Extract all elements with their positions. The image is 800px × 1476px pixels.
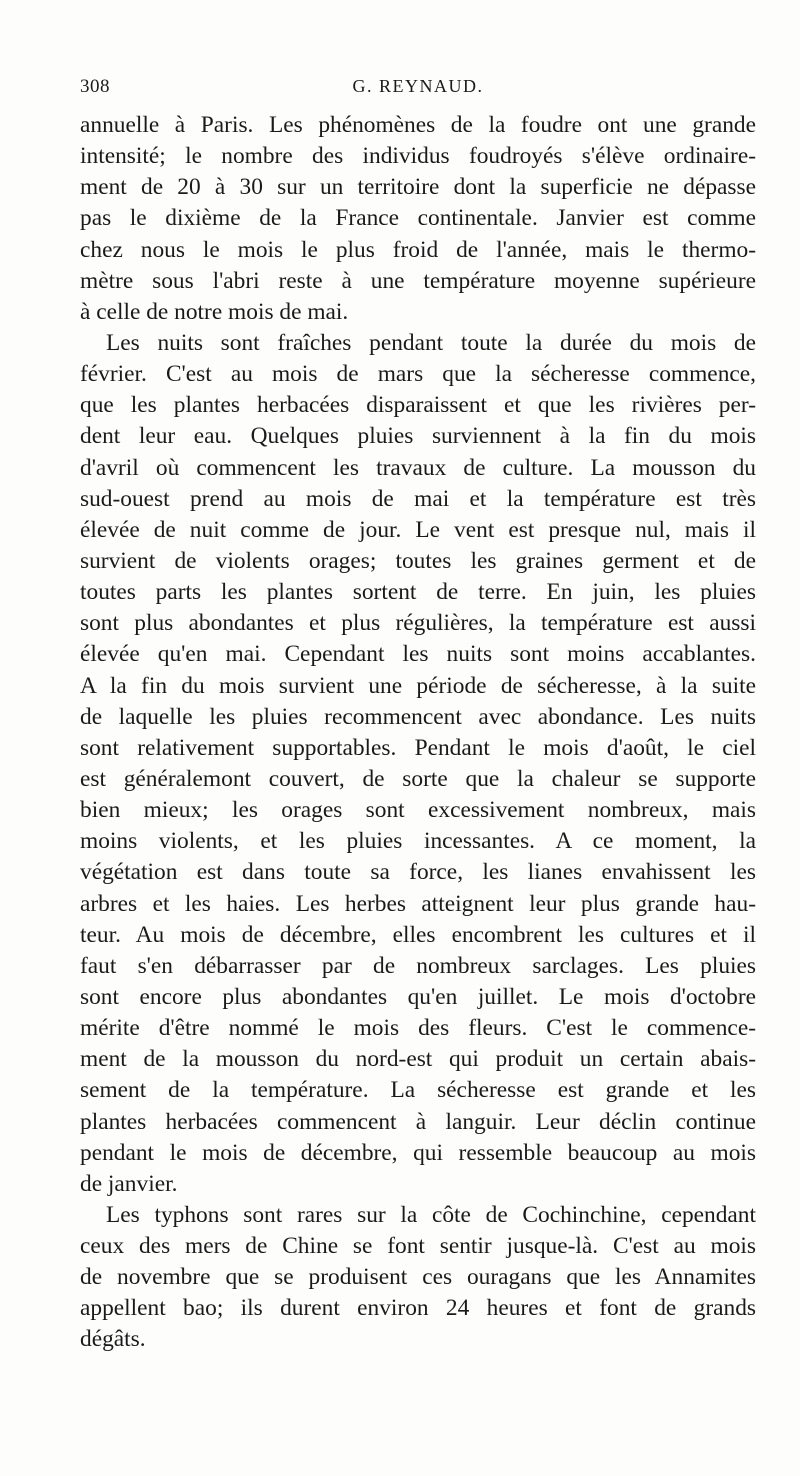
text-line: survient de violents orages; toutes les graines germent et de (80, 547, 756, 574)
text-line: sud-ouest prend au mois de mai et la température est très (80, 485, 756, 512)
text-line: février. C'est au mois de mars que la sécheresse commence, (80, 361, 756, 388)
text-line: végétation est dans toute sa force, les lianes envahissent les (80, 859, 756, 886)
page-number: 308 (80, 76, 110, 97)
text-line: ment de 20 à 30 sur un territoire dont la superficie ne dépasse (80, 174, 756, 201)
paragraph (80, 110, 756, 328)
text-line: moins violents, et les pluies incessantes. A ce moment, la (80, 828, 756, 855)
text-line: faut s'en débarrasser par de nombreux sarclages. Les pluies (80, 952, 756, 979)
text-line: pendant le mois de décembre, qui ressemble beaucoup au mois (80, 1139, 756, 1166)
running-head: G. REYNAUD. (352, 76, 484, 96)
text-line: dent leur eau. Quelques pluies surviennent à la fin du mois (80, 423, 756, 450)
text-line: d'avril où commencent les travaux de culture. La mousson du (80, 454, 756, 481)
text-line: pas le dixième de la France continentale. Janvier est comme (80, 205, 756, 232)
text-line: sement de la température. La sécheresse est grande et les (80, 1077, 756, 1104)
text-line: de janvier. (80, 1170, 178, 1197)
text-line: élevée de nuit comme de jour. Le vent est presque nul, mais il (80, 516, 756, 543)
text-line: Les nuits sont fraîches pendant toute la durée du mois de (106, 329, 756, 356)
text-line: ceux des mers de Chine se font sentir jusque-là. C'est au mois (80, 1233, 756, 1260)
text-line: mètre sous l'abri reste à une température moyenne supérieure (80, 267, 756, 294)
text-line: toutes parts les plantes sortent de terre. En juin, les pluies (80, 579, 756, 606)
text-line: sont relativement supportables. Pendant le mois d'août, le ciel (80, 734, 756, 761)
text-line: arbres et les haies. Les herbes atteignent leur plus grande hau- (80, 890, 756, 917)
text-line: plantes herbacées commencent à languir. Leur déclin continue (80, 1108, 756, 1135)
page-header (80, 76, 756, 106)
text-line: de novembre que se produisent ces ouragans que les Annamites (80, 1264, 756, 1291)
text-line: appellent bao; ils durent environ 24 heures et font de grands (80, 1295, 756, 1322)
text-line: à celle de notre mois de mai. (80, 298, 349, 325)
paragraph (80, 1200, 756, 1356)
text-line: intensité; le nombre des individus foudroyés s'élève ordinaire- (80, 143, 756, 170)
text-line: dégâts. (80, 1326, 146, 1353)
text-line: ment de la mousson du nord-est qui produit un certain abais- (80, 1046, 756, 1073)
text-line: A la fin du mois survient une période de sécheresse, à la suite (80, 672, 756, 699)
text-line: bien mieux; les orages sont excessivement nombreux, mais (80, 797, 756, 824)
text-line: chez nous le mois le plus froid de l'année, mais le thermo- (80, 236, 756, 263)
text-line: que les plantes herbacées disparaissent et que les rivières per- (80, 392, 756, 419)
text-line: de laquelle les pluies recommencent avec abondance. Les nuits (80, 703, 756, 730)
text-line: teur. Au mois de décembre, elles encombrent les cultures et il (80, 921, 756, 948)
text-line: élevée qu'en mai. Cependant les nuits sont moins accablantes. (80, 641, 756, 668)
text-line: annuelle à Paris. Les phénomènes de la foudre ont une grande (80, 112, 756, 138)
paragraph (80, 328, 756, 1200)
text-line: est généralemont couvert, de sorte que la chaleur se supporte (80, 765, 756, 792)
body-text (80, 110, 756, 1356)
text-line: Les typhons sont rares sur la côte de Cochinchine, cependant (106, 1201, 756, 1228)
text-line: sont plus abondantes et plus régulières, la température est aussi (80, 610, 756, 637)
text-line: mérite d'être nommé le mois des fleurs. C'est le commence- (80, 1015, 756, 1042)
text-line: sont encore plus abondantes qu'en juillet. Le mois d'octobre (80, 983, 756, 1010)
